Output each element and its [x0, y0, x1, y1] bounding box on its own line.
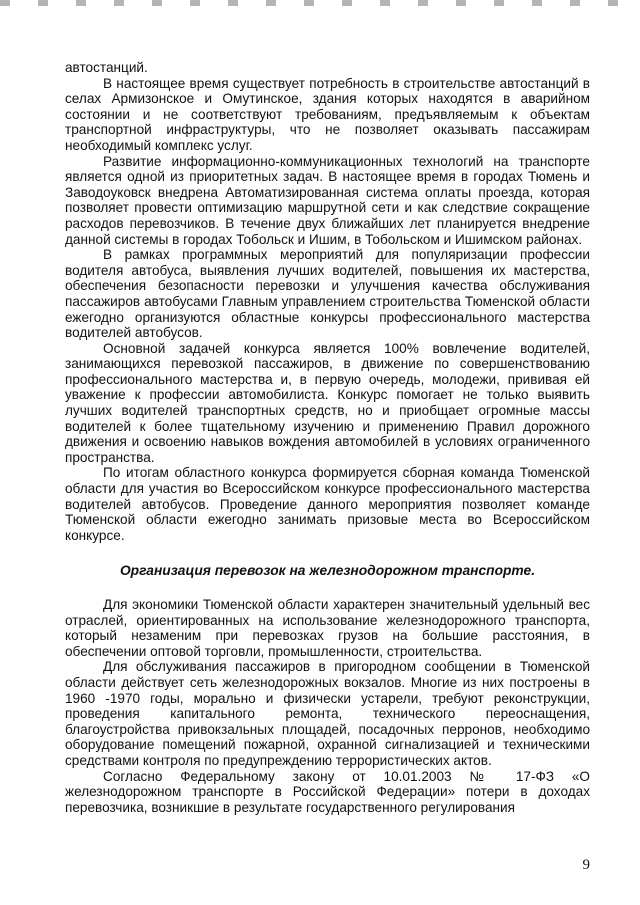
paragraph-contest-results: По итогам областного конкурса формируется сборная команда Тюменской области для участия во Всероссийском конкурсе профессионального мастерства водителей автобусов. Проведение данного мероприятия позволяет команде Тюменской области ежегодно занимать призовые места во Всероссийском конкурсе.: [65, 465, 590, 543]
paragraph-federal-law: Согласно Федеральному закону от 10.01.2003 № 17-ФЗ «О железнодорожном транспорте в Российской Федерации» потери в доходах перевозчика, возникшие в результате государственного регулирования: [65, 768, 590, 815]
document-page: [65, 60, 590, 815]
paragraph-driver-contests: В рамках программных мероприятий для популяризации профессии водителя автобуса, выявления лучших водителей, повышения их мастерства, обеспечения безопасности перевозки и улучшения качества обслуживания пассажиров автобусами Главным управлением строительства Тюменской области ежегодно организуются областные конкурсы профессионального мастерства водителей автобусов.: [65, 247, 590, 341]
paragraph-contest-goal: Основной задачей конкурса является 100% вовлечение водителей, занимающихся перевозкой пассажиров, в движение по совершенствованию профессионального мастерства и, в первую очередь, молодежи, прививая ей уважение к профессии автомобилиста. Конкурс помогает не только выявить лучших водителей транспортных средств, но и приобщает огромные массы водителей к более тщательному изучению и применению Правил дорожного движения и освоению навыков вождения автомобилей в условиях ограниченного пространства.: [65, 340, 590, 465]
page-number: 9: [582, 857, 590, 873]
paragraph-ict-development: Развитие информационно-коммуникационных технологий на транспорте является одной из приоритетных задач. В настоящее время в городах Тюмень и Заводоуковск внедрена Автоматизированная система оплаты проезда, которая позволяет провести оптимизацию маршрутной сети и как следствие сокращение расходов перевозчиков. В течение двух ближайших лет планируется внедрение данной системы в городах Тобольск и Ишим, в Тобольском и Ишимском районах.: [65, 153, 590, 247]
section-heading: Организация перевозок на железнодорожном транспорте.: [119, 563, 536, 579]
paragraph-continuation: автостанций.: [65, 60, 148, 75]
scan-edge-marks: [0, 0, 640, 6]
paragraph-rail-stations: Для обслуживания пассажиров в пригородном сообщении в Тюменской области действует сеть железнодорожных вокзалов. Многие из них построены в 1960 -1970 годы, морально и физически устарели, требуют реконструкции, проведения капитального ремонта, технического переоснащения, благоустройства привокзальных площадей, посадочных перронов, необходимо оборудование помещений пожарной, охранной сигнализацией и техническими средствами контроля по предупреждению террористических актов.: [65, 659, 590, 768]
paragraph-rail-economy: Для экономики Тюменской области характерен значительный удельный вес отраслей, ориентированных на использование железнодорожного транспорта, который незаменим при перевозках грузов на большие расстояния, в обеспечении оптовой торговли, промышленности, строительства.: [65, 597, 590, 659]
paragraph-bus-stations: В настоящее время существует потребность в строительстве автостанций в селах Армизонское и Омутинское, здания которых находятся в аварийном состоянии и не соответствуют требованиям, предъявляемым к объектам транспортной инфраструктуры, что не позволяет оказывать пассажирам необходимый комплекс услуг.: [65, 75, 590, 153]
